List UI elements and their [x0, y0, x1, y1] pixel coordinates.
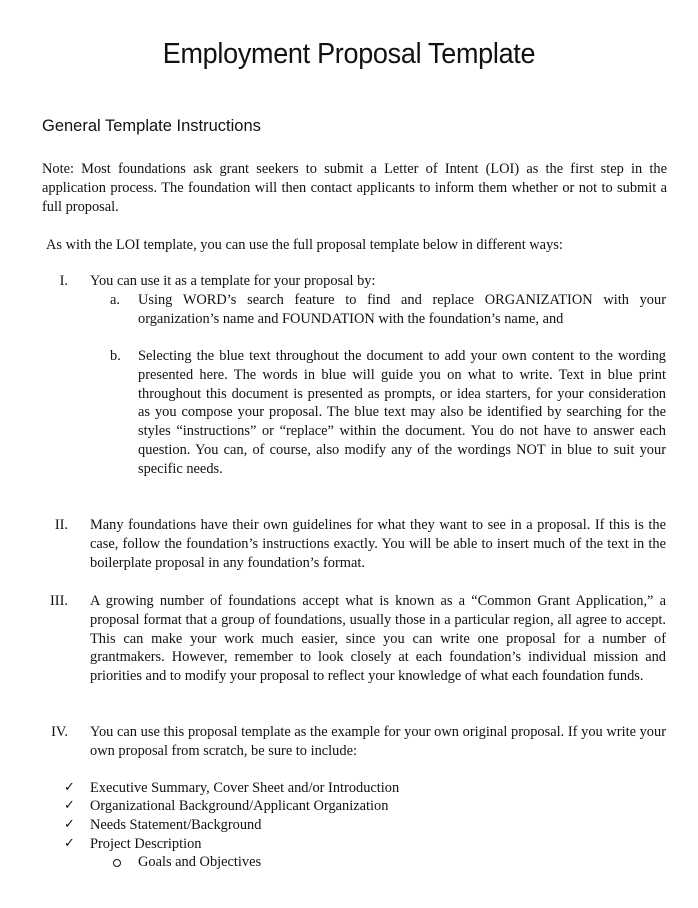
- checklist-label: Project Description: [90, 836, 202, 852]
- item-numeral-4: IV.: [51, 724, 68, 740]
- subitem-letter-a: a.: [110, 292, 120, 308]
- checkmark-icon: ✓: [64, 836, 75, 851]
- checklist-label: Organizational Background/Applicant Organization: [90, 798, 389, 814]
- checkmark-icon: ✓: [64, 798, 75, 813]
- subitem-text-a: Using WORD’s search feature to find and replace ORGANIZATION with your organization’s name and FOUNDATION with the foundation’s name, and: [138, 292, 666, 327]
- item-numeral-3: III.: [50, 593, 68, 609]
- item-text-3: A growing number of foundations accept what is known as a “Common Grant Application,” a proposal format that a group of foundations, usually those in a particular region, all agree to accept. This can make your work much easier, since you can write one proposal for a number of grantmakers. However, remember to look closely at each foundation’s individual mission and priorities and to modify your proposal to reflect your knowledge of what each foundation funds.: [90, 593, 666, 685]
- subitem-letter-b: b.: [110, 348, 121, 364]
- checkmark-icon: ✓: [64, 817, 75, 832]
- sub-bullet-label: Goals and Objectives: [138, 854, 262, 870]
- subitem-text-b: Selecting the blue text throughout the document to add your own content to the wording presented here. The words in blue will guide you on what to write. Text in blue print throughout this document is presented as prompts, or idea starters, for your consideration as you compose your proposal. The blue text may also be identified by searching for the styles “instructions” or “replace” within the document. You do not have to answer each question. You can, of course, also modify any of the wordings NOT in blue to suit your specific needs.: [138, 348, 666, 477]
- note-paragraph: Note: Most foundations ask grant seekers to submit a Letter of Intent (LOI) as the first step in the application process. The foundation will then contact applicants to inform them whether or not to submit a full proposal.: [42, 161, 667, 215]
- item-numeral-2: II.: [54, 517, 68, 533]
- intro-paragraph: As with the LOI template, you can use the full proposal template below in different ways:: [46, 237, 563, 253]
- item-numeral-1: I.: [59, 273, 68, 289]
- checkmark-icon: ✓: [64, 780, 75, 795]
- checklist-label: Needs Statement/Background: [90, 817, 262, 833]
- circle-bullet-icon: [113, 859, 121, 867]
- section-heading: General Template Instructions: [42, 117, 261, 135]
- item-text-4: You can use this proposal template as the example for your own original proposal. If you write your own proposal from scratch, be sure to include:: [90, 724, 666, 759]
- item-text-1: You can use it as a template for your proposal by:: [90, 273, 376, 289]
- document-title: Employment Proposal Template: [162, 38, 536, 70]
- checklist-label: Executive Summary, Cover Sheet and/or Introduction: [90, 780, 400, 796]
- item-text-2: Many foundations have their own guidelines for what they want to see in a proposal. If this is the case, follow the foundation’s instructions exactly. You will be able to insert much of the text in the boilerplate proposal in any foundation’s format.: [90, 517, 666, 571]
